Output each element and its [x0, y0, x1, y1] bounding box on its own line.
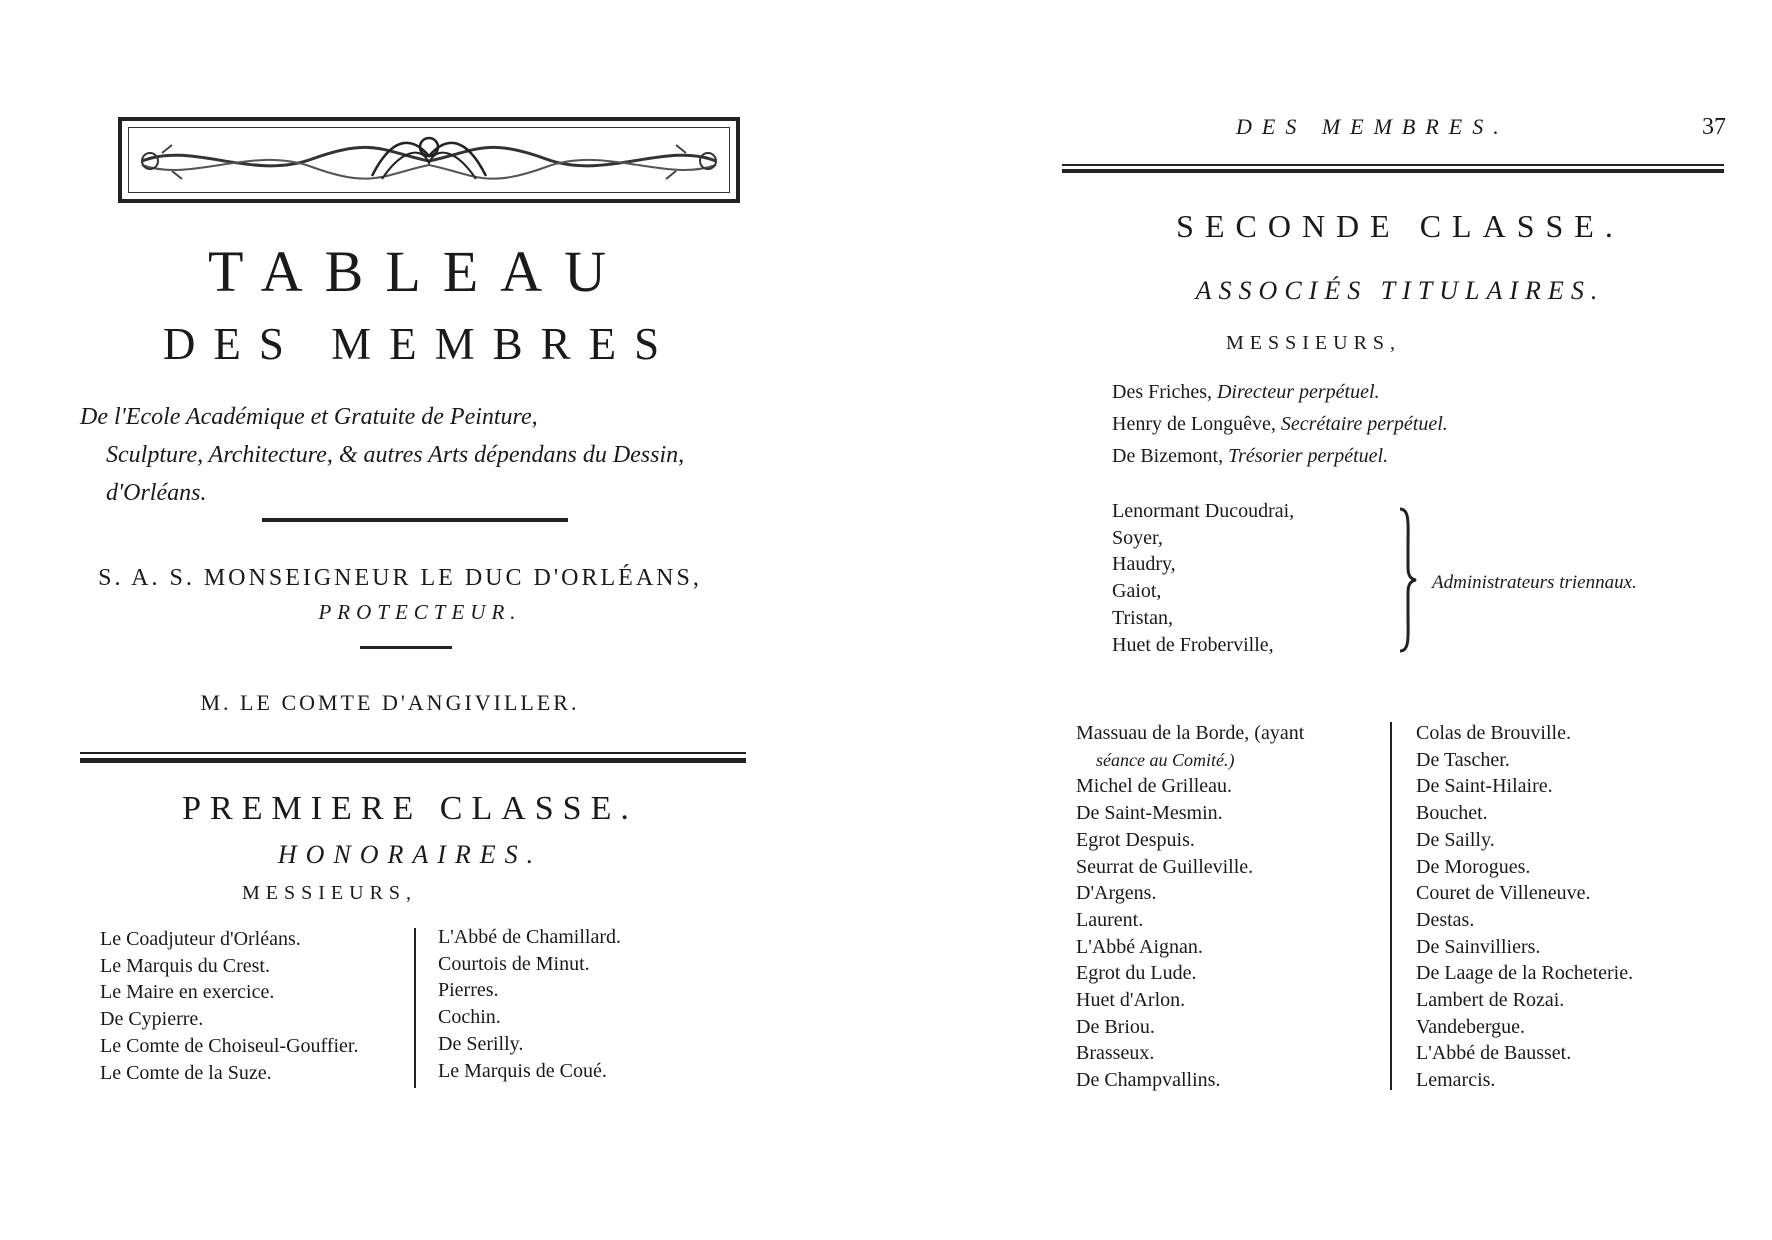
list-item: De Morogues. [1416, 855, 1531, 878]
list-item: Lambert de Rozai. [1416, 989, 1565, 1012]
list-item: De Saint-Mesmin. [1076, 802, 1223, 825]
associes-list-left [1076, 720, 1304, 1094]
count-line: M. LE COMTE D'ANGIVILLER. [200, 690, 580, 715]
officer-row: Henry de Longuêve, Secrétaire perpétuel. [1112, 413, 1448, 435]
list-item: Seurrat de Guilleville. [1076, 855, 1254, 878]
second-class-heading: SECONDE CLASSE. [1176, 208, 1624, 244]
list-item: Le Comte de Choiseul-Gouffier. [100, 1034, 359, 1057]
administrator-name: Gaiot, [1112, 580, 1162, 603]
list-item: De Champvallins. [1076, 1069, 1221, 1092]
page-number: 37 [1702, 114, 1726, 140]
header-rule-thick [1062, 169, 1724, 173]
description-line-3: d'Orléans. [106, 480, 207, 506]
honoraires-list-left [100, 926, 358, 1086]
list-item: De Briou. [1076, 1015, 1155, 1038]
administrator-name: Soyer, [1112, 526, 1163, 549]
protector-name: S. A. S. MONSEIGNEUR LE DUC D'ORLÉANS, [98, 565, 702, 591]
list-item: Cochin. [438, 1006, 501, 1029]
list-item: Laurent. [1076, 908, 1144, 931]
first-class-messieurs: MESSIEURS, [242, 882, 418, 904]
administrators-role: Administrateurs triennaux. [1432, 572, 1637, 593]
administrator-name: Huet de Froberville, [1112, 633, 1274, 656]
administrators-list [1112, 498, 1294, 658]
list-item: Courtois de Minut. [438, 952, 590, 975]
header-rule-thin [1062, 164, 1724, 166]
second-class-subheading: ASSOCIÉS TITULAIRES. [1195, 276, 1605, 305]
second-class-messieurs: MESSIEURS, [1226, 332, 1402, 354]
list-item: Le Comte de la Suze. [100, 1061, 272, 1084]
list-item: L'Abbé Aignan. [1076, 935, 1203, 958]
list-item: De Sainvilliers. [1416, 935, 1541, 958]
list-item: Vandebergue. [1416, 1015, 1526, 1038]
list-item: De Tascher. [1416, 748, 1510, 771]
list-item-continuation: séance au Comité.) [1096, 749, 1235, 770]
description-line-1: De l'Ecole Académique et Gratuite de Peinture, [80, 404, 538, 430]
page-subtitle: DES MEMBRES [162, 319, 678, 369]
divider-rule [262, 518, 568, 522]
curly-brace-icon [1396, 505, 1418, 655]
honoraires-list-right [438, 924, 621, 1084]
list-item: Huet d'Arlon. [1076, 989, 1186, 1012]
administrator-name: Haudry, [1112, 553, 1176, 576]
list-item: Destas. [1416, 908, 1475, 931]
associes-list-right [1416, 720, 1633, 1094]
list-item: De Sailly. [1416, 828, 1495, 851]
list-item: Colas de Brouville. [1416, 722, 1571, 744]
list-item: Le Marquis du Crest. [100, 954, 270, 977]
list-item: De Laage de la Rocheterie. [1416, 962, 1634, 985]
list-item: Bouchet. [1416, 802, 1488, 825]
officer-row: Des Friches, Directeur perpétuel. [1112, 381, 1380, 403]
protector-title: PROTECTEUR. [318, 600, 522, 624]
first-class-heading: PREMIERE CLASSE. [182, 790, 638, 827]
list-item: Lemarcis. [1416, 1069, 1496, 1092]
page-title: TABLEAU [208, 239, 628, 304]
column-divider [1390, 722, 1392, 1090]
list-item: Le Maire en exercice. [100, 981, 275, 1004]
administrator-name: Lenormant Ducoudrai, [1112, 500, 1295, 522]
description-line-2: Sculpture, Architecture, & autres Arts dépendans du Dessin, [106, 442, 685, 468]
administrator-name: Tristan, [1112, 606, 1173, 629]
list-item: Brasseux. [1076, 1042, 1155, 1065]
list-item: De Cypierre. [100, 1008, 204, 1031]
officer-row: De Bizemont, Trésorier perpétuel. [1112, 445, 1389, 467]
running-head: DES MEMBRES. [1236, 114, 1509, 139]
list-item: Le Marquis de Coué. [438, 1059, 607, 1082]
ornament-banner [118, 117, 740, 203]
column-divider [414, 928, 416, 1088]
first-class-subheading: HONORAIRES. [277, 840, 543, 869]
double-rule-thick [80, 758, 746, 763]
list-item: Egrot du Lude. [1076, 962, 1197, 985]
list-item: Michel de Grilleau. [1076, 775, 1233, 798]
list-item-first: Massuau de la Borde, (ayant [1076, 722, 1305, 744]
list-item: Pierres. [438, 979, 499, 1002]
short-divider-rule [360, 646, 452, 649]
list-item: De Saint-Hilaire. [1416, 775, 1553, 798]
officers-list [1112, 376, 1448, 472]
list-item: De Serilly. [438, 1032, 524, 1055]
right-page [886, 0, 1772, 1240]
list-item: Egrot Despuis. [1076, 828, 1195, 851]
list-item: L'Abbé de Chamillard. [438, 926, 621, 948]
list-item: D'Argens. [1076, 882, 1157, 905]
list-item: Le Coadjuteur d'Orléans. [100, 928, 301, 950]
list-item: Couret de Villeneuve. [1416, 882, 1591, 905]
garland-ornament-icon [132, 131, 726, 189]
double-rule-thin [80, 752, 746, 754]
list-item: L'Abbé de Bausset. [1416, 1042, 1572, 1065]
